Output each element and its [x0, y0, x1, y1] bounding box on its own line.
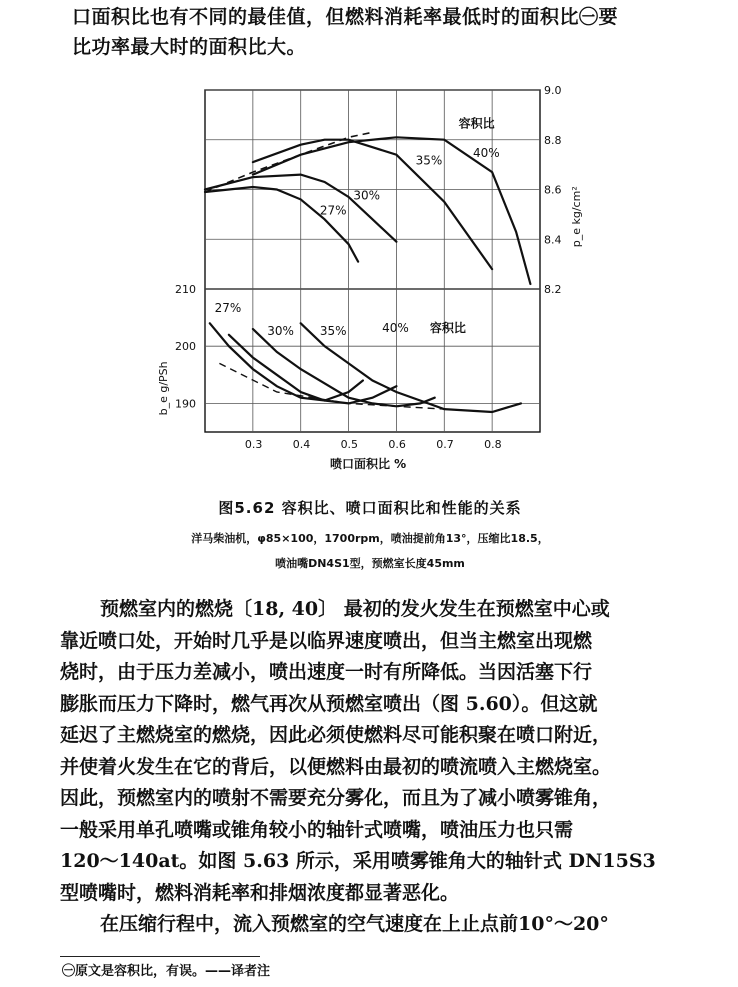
x-axis-tick-label: 0.6: [388, 438, 406, 451]
text-line: 靠近喷口处，开始时几乎是以临界速度喷出，但当主燃室出现燃: [60, 629, 593, 652]
right-axis-tick-label: 9.0: [544, 84, 562, 97]
text-line: 膨胀而压力下降时，燃气再次从预燃室喷出（图 5.60）。但这就: [60, 692, 598, 715]
text-line: 一般采用单孔喷嘴或锥角较小的轴针式喷嘴，喷油压力也只需: [60, 818, 574, 841]
text-line: 预燃室内的燃烧〔18, 40〕 最初的发火发生在预燃室中心或: [100, 598, 610, 620]
right-axis-tick-label: 8.6: [544, 183, 562, 197]
left-axis-title: b_e g/PSh: [157, 361, 170, 416]
bottom-series-label: 27%: [214, 300, 242, 315]
right-axis-tick-label: 8.8: [544, 133, 562, 147]
figure-note: 洋马柴油机，φ85×100，1700rpm，喷油提前角13°，压缩比18.5，: [191, 532, 549, 545]
bottom-series-label: 30%: [267, 323, 294, 338]
text-line: 烧时，由于压力差减小，喷出速度一时有所降低。当因活塞下行: [60, 661, 593, 683]
footnote-rule: [60, 956, 260, 957]
bottom-series-label: 40%: [382, 320, 409, 335]
chart-labels: [157, 84, 583, 471]
text-line: 型喷嘴时，燃料消耗率和排烟浓度都显著恶化。: [60, 881, 460, 904]
text-line: 在压缩行程中，流入预燃室的空气速度在上止点前10°～20°: [100, 913, 609, 935]
x-axis-tick-label: 0.5: [340, 438, 359, 451]
x-axis-tick-label: 0.3: [244, 438, 263, 451]
top-legend-title: 容积比: [458, 116, 495, 131]
top-series-label: 27%: [319, 203, 347, 218]
bottom-series-label: 35%: [319, 323, 347, 338]
top-series-label: 30%: [353, 188, 381, 203]
left-axis-tick-label: 210: [175, 283, 196, 296]
text-line: 120～140at。如图 5.63 所示，采用喷雾锥角大的轴针式 DN15S3: [60, 850, 656, 872]
top-series-label: 35%: [415, 153, 443, 168]
right-axis-tick-label: 8.2: [544, 283, 562, 296]
figure-note: 喷油嘴DN4S1型，预燃室长度45mm: [275, 557, 465, 570]
text-line: 因此，预燃室内的喷射不需要充分雾化，而且为了减小喷雾锥角，: [60, 787, 612, 809]
right-axis-title: p_e kg/cm²: [570, 186, 583, 248]
body-paragraph: [60, 594, 670, 941]
x-axis-tick-label: 0.4: [292, 438, 311, 451]
top-series-27pct: [205, 187, 358, 262]
x-axis-title: 喷口面积比 %: [330, 457, 407, 471]
text-line: 比功率最大时的面积比大。: [72, 36, 307, 58]
x-axis-tick-label: 0.8: [484, 438, 502, 451]
performance-chart: [150, 76, 590, 476]
left-axis-tick-label: 200: [175, 340, 196, 354]
left-axis-tick-label: 190: [175, 397, 196, 411]
right-axis-tick-label: 8.4: [544, 233, 562, 247]
text-line: 并使着火发生在它的背后，以便燃料由最初的喷流喷入主燃烧室。: [60, 755, 612, 778]
bottom-series-35pct: [253, 329, 435, 406]
text-line: 延迟了主燃烧室的燃烧，因此必须使燃料尽可能积聚在喷口附近，: [60, 724, 612, 746]
x-axis-tick-label: 0.7: [436, 438, 454, 451]
bottom-panel-curves: [210, 320, 521, 412]
top-series-label: 40%: [473, 146, 500, 161]
footnote: ㊀原文是容积比，有误。——译者注: [62, 964, 271, 979]
figure-caption: 图5.62 容积比、喷口面积比和性能的关系: [218, 499, 522, 517]
intro-paragraph: [72, 2, 672, 62]
text-line: 口面积比也有不同的最佳值，但燃料消耗率最低时的面积比㊀要: [72, 6, 619, 28]
bottom-legend-title: 容积比: [429, 320, 466, 335]
